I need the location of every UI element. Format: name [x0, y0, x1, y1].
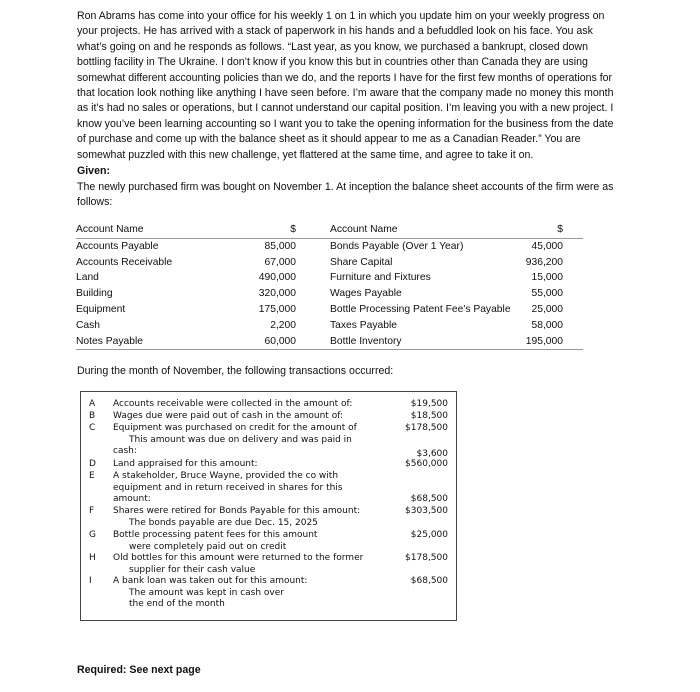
intro-paragraph: Ron Abrams has come into your office for his weekly 1 on 1 in which you update him on your weekly progress on your projects. He has arrived with a stack of paperwork in his hands and a befuddled look on his face. You ask what’s going on and he responds as follows. “Last year, as you know, we purchased a bankrupt, closed down bottling facility in The Ukraine. I don’t know if you know this but in countries other than Canada they are using somewhat different accounting policies than we do, and the reports I have for the first few months of operations for that location look nothing like anything I have seen before. I’m aware that the company made no money this month as it’s had no sales or operations, but I cannot understand our capital position. I’m leaving you with a new project. I know you’ve been learning accounting so I want you to take the opening information for the business from the date of purchase and come up with the balance sheet as it should appear to me as a Canadian Reader.” You are somewhat puzzled with this new challenge, yet flattered at the same time, and agree to take it on. — [77, 10, 614, 161]
transaction-letter: I — [89, 576, 92, 586]
transaction-letter: F — [89, 506, 95, 516]
transaction-letter: G — [89, 530, 96, 540]
transaction-amount: $178,500 — [405, 423, 448, 433]
transaction-description: Old bottles for this amount were returned to the former supplier for their cash value — [113, 553, 364, 575]
transaction-description: Wages due were paid out of cash in the amount of: — [113, 411, 344, 421]
transaction-amount: $178,500 — [405, 553, 448, 563]
table-row: Building 320,000 Wages Payable 55,000 — [76, 288, 563, 300]
header-dollar-right: $ — [520, 222, 583, 238]
transaction-letter: C — [89, 423, 96, 433]
header-account-name-right: Account Name — [330, 222, 520, 238]
transaction-description: A bank loan was taken out for this amount: The amount was kept in cash over the end of the month — [113, 576, 308, 609]
table-row: Cash 2,200 Taxes Payable 58,000 — [76, 319, 563, 331]
transaction-description: Equipment was purchased on credit for the amount of This amount was due on delivery and was paid in cash: — [113, 423, 357, 456]
transaction-letter: E — [89, 471, 95, 481]
table-row: Notes Payable 60,000 Bottle Inventory 195,000 — [76, 334, 583, 350]
transaction-letter: B — [89, 411, 96, 421]
transaction-letter: D — [89, 459, 96, 469]
given-text: The newly purchased firm was bought on November 1. At inception the balance sheet accounts of the firm were as follows: — [77, 181, 614, 208]
table-row: Equipment 175,000 Bottle Processing Patent Fee's Payable 25,000 — [76, 303, 563, 315]
transaction-description: Land appraised for this amount: — [113, 459, 258, 469]
required-note: Required: See next page — [77, 664, 201, 676]
table-row: Accounts Payable 85,000 Bonds Payable (Over 1 Year) 45,000 — [76, 240, 563, 252]
transaction-letter: H — [89, 553, 96, 563]
transaction-amount: $560,000 — [405, 459, 448, 469]
transaction-amount: $25,000 — [410, 530, 448, 540]
transaction-amount: $18,500 — [410, 411, 448, 421]
opening-balance-table — [76, 222, 583, 350]
header-dollar-left: $ — [196, 222, 300, 238]
transaction-description: Shares were retired for Bonds Payable for this amount: The bonds payable are due Dec. 15, 2025 — [113, 506, 361, 528]
transaction-description: Bottle processing patent fees for this amount were completely paid out on credit — [113, 530, 318, 552]
transaction-letter: A — [89, 399, 96, 409]
transaction-amount: $303,500 — [405, 506, 448, 516]
header-account-name-left: Account Name — [76, 222, 196, 238]
transaction-amount: $68,500 — [410, 494, 448, 504]
transaction-description: A stakeholder, Bruce Wayne, provided the co with equipment and in return received in shares for this amount: — [113, 471, 343, 504]
table-row: Land 490,000 Furniture and Fixtures 15,000 — [76, 272, 563, 284]
transaction-description: Accounts receivable were collected in the amount of: — [113, 399, 353, 409]
transactions-intro: During the month of November, the following transactions occurred: — [77, 365, 394, 377]
transaction-amount: $3,600 — [416, 449, 448, 459]
table-row: Accounts Receivable 67,000 Share Capital 936,200 — [76, 256, 563, 268]
transactions-box — [80, 391, 457, 621]
given-heading: Given: — [77, 165, 110, 177]
transaction-amount: $68,500 — [410, 576, 448, 586]
transaction-amount: $19,500 — [410, 399, 448, 409]
table-header-row — [76, 222, 583, 238]
